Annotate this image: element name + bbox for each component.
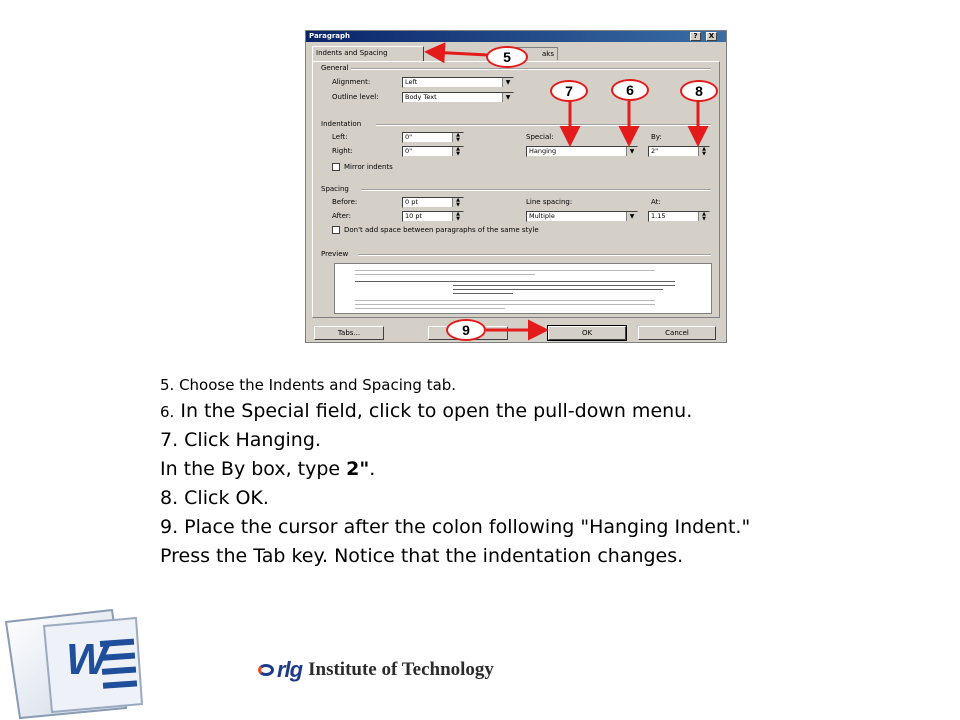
tab-line-and-page-breaks-label: aks — [542, 50, 554, 58]
alignment-value: Left — [405, 78, 418, 86]
spacing-section-label: Spacing — [321, 185, 349, 193]
indentation-divider — [376, 124, 711, 126]
spinner-arrows-icon[interactable]: ▲ ▼ — [698, 147, 709, 156]
preview-line — [355, 270, 655, 271]
at-spinner[interactable] — [648, 211, 710, 222]
preview-line — [453, 285, 675, 286]
line-spacing-value: Multiple — [529, 212, 555, 220]
step-press-tab: Press the Tab key. Notice that the indentation changes. — [160, 545, 684, 567]
step-by-value: 2" — [346, 458, 370, 480]
brand-logo — [258, 656, 494, 684]
preview-line — [355, 308, 505, 309]
at-label: At: — [651, 198, 661, 206]
step-by-prefix: In the By box, type — [160, 458, 347, 480]
spinner-arrows-icon[interactable]: ▲ ▼ — [452, 198, 463, 207]
step-6 — [160, 398, 920, 426]
step-by-suffix: . — [369, 458, 376, 480]
brand-mark: rlg — [277, 657, 303, 682]
after-label: After: — [332, 212, 352, 220]
left-indent-value: 0" — [405, 133, 413, 141]
chevron-down-icon[interactable]: ▼ — [626, 212, 637, 221]
outline-level-select[interactable] — [402, 92, 514, 103]
step-by — [160, 455, 920, 484]
callout-8: 8 — [680, 80, 718, 102]
dialog-title-bar — [306, 31, 726, 42]
spinner-arrows-icon[interactable]: ▲ ▼ — [698, 212, 709, 221]
line-spacing-select[interactable] — [526, 211, 638, 222]
step-6-number: 6. — [160, 403, 175, 421]
chevron-down-icon[interactable]: ▼ — [502, 78, 513, 87]
cancel-button[interactable]: Cancel — [638, 326, 716, 340]
right-indent-value: 0" — [405, 147, 413, 155]
by-label: By: — [651, 133, 662, 141]
tabs-button[interactable]: Tabs... — [314, 326, 384, 340]
paragraph-dialog — [305, 30, 727, 343]
tab-indents-and-spacing[interactable] — [312, 46, 424, 61]
preview-divider — [358, 254, 711, 256]
before-spinner[interactable] — [402, 197, 464, 208]
chevron-down-icon[interactable]: ▼ — [502, 93, 513, 102]
by-spinner[interactable] — [648, 146, 710, 157]
preview-section-label: Preview — [321, 250, 349, 258]
close-button[interactable]: X — [706, 32, 717, 41]
spacing-divider — [361, 189, 711, 191]
dont-add-space-checkbox[interactable] — [332, 226, 340, 234]
dialog-title: Paragraph — [309, 32, 351, 40]
step-7: 7. Click Hanging. — [160, 429, 321, 451]
preview-line — [355, 304, 655, 305]
preview-line — [453, 289, 663, 290]
mirror-indents-label: Mirror indents — [344, 163, 393, 171]
left-indent-spinner[interactable] — [402, 132, 464, 143]
after-value: 10 pt — [405, 212, 423, 220]
step-5: 5. Choose the Indents and Spacing tab. — [160, 376, 457, 394]
instructions — [160, 372, 920, 571]
step-6-text: In the Special field, click to open the pull-down menu. — [174, 400, 693, 422]
by-value: 2" — [651, 147, 659, 155]
spinner-arrows-icon[interactable]: ▲ ▼ — [452, 212, 463, 221]
word-logo-icon — [4, 608, 144, 720]
chevron-down-icon[interactable]: ▼ — [626, 147, 637, 156]
indentation-section-label: Indentation — [321, 120, 362, 128]
callout-6: 6 — [611, 79, 649, 101]
general-section-label: General — [321, 64, 349, 72]
preview-line — [355, 300, 655, 301]
at-value: 1.15 — [651, 212, 666, 220]
step-9: 9. Place the cursor after the colon following "Hanging Indent." — [160, 516, 751, 538]
right-indent-spinner[interactable] — [402, 146, 464, 157]
alignment-select[interactable] — [402, 77, 514, 88]
before-value: 0 pt — [405, 198, 418, 206]
brand-swoosh-icon — [258, 664, 274, 676]
preview-pane — [334, 263, 712, 314]
help-button[interactable]: ? — [690, 32, 701, 41]
before-label: Before: — [332, 198, 358, 206]
callout-5: 5 — [486, 46, 528, 68]
callout-7: 7 — [550, 80, 588, 102]
general-divider — [351, 68, 711, 70]
word-letter: W — [66, 635, 108, 684]
dont-add-space-label: Don't add space between paragraphs of the same style — [344, 226, 539, 234]
spinner-arrows-icon[interactable]: ▲ ▼ — [452, 133, 463, 142]
outline-level-label: Outline level: — [332, 93, 379, 101]
alignment-label: Alignment: — [332, 78, 371, 86]
right-label: Right: — [332, 147, 353, 155]
tab-indents-and-spacing-label: Indents and Spacing — [316, 49, 388, 57]
special-select[interactable] — [526, 146, 638, 157]
preview-line — [355, 274, 535, 275]
preview-line — [355, 281, 675, 282]
ok-button[interactable]: OK — [548, 326, 626, 340]
special-label: Special: — [526, 133, 554, 141]
step-8: 8. Click OK. — [160, 487, 269, 509]
left-label: Left: — [332, 133, 348, 141]
mirror-indents-checkbox[interactable] — [332, 163, 340, 171]
spinner-arrows-icon[interactable]: ▲ ▼ — [452, 147, 463, 156]
brand-name: Institute of Technology — [308, 659, 494, 680]
after-spinner[interactable] — [402, 211, 464, 222]
outline-level-value: Body Text — [405, 93, 437, 101]
line-spacing-label: Line spacing: — [526, 198, 573, 206]
special-value: Hanging — [529, 147, 557, 155]
callout-9: 9 — [446, 319, 486, 341]
preview-line — [453, 293, 513, 294]
